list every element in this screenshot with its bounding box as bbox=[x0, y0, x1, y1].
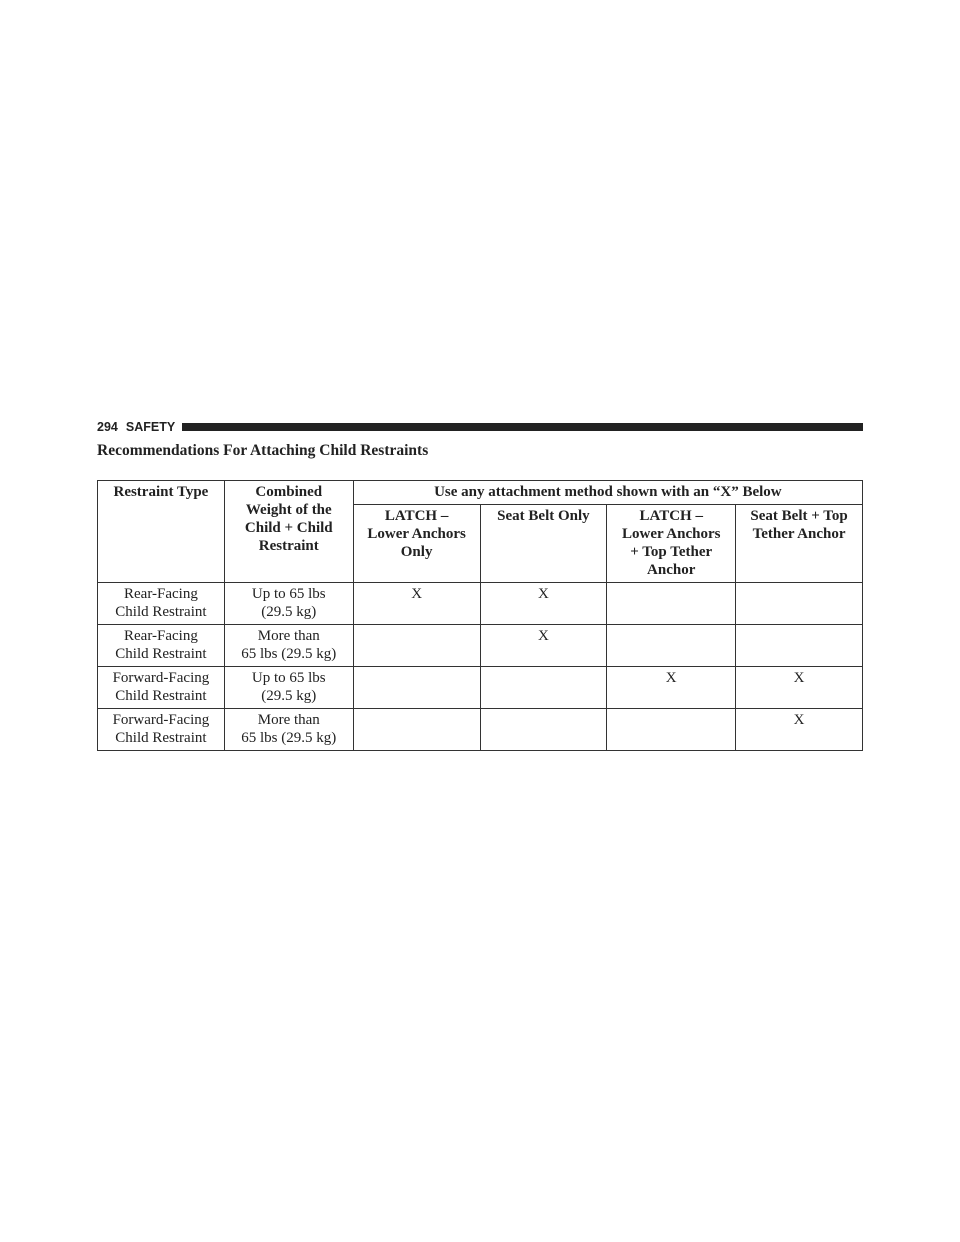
table-row bbox=[98, 583, 863, 625]
cell-restraint-type: Forward-Facing Child Restraint bbox=[98, 667, 225, 709]
restraint-table bbox=[97, 480, 863, 751]
cell-restraint-type: Rear-Facing Child Restraint bbox=[98, 625, 225, 667]
page-number: 294 bbox=[97, 420, 118, 434]
table-row bbox=[98, 625, 863, 667]
cell-mark bbox=[480, 667, 607, 709]
header-method-seatbelt-tether: Seat Belt + Top Tether Anchor bbox=[736, 505, 863, 583]
table-row bbox=[98, 709, 863, 751]
cell-mark: X bbox=[353, 583, 480, 625]
header-method-seatbelt-only: Seat Belt Only bbox=[480, 505, 607, 583]
section-name: SAFETY bbox=[125, 420, 176, 434]
table-row bbox=[98, 667, 863, 709]
cell-mark bbox=[480, 709, 607, 751]
cell-mark: X bbox=[480, 583, 607, 625]
page-header bbox=[97, 418, 863, 436]
cell-mark bbox=[607, 709, 736, 751]
cell-weight: Up to 65 lbs (29.5 kg) bbox=[224, 583, 353, 625]
header-methods-group: Use any attachment method shown with an “X” Below bbox=[353, 481, 862, 505]
cell-mark: X bbox=[736, 667, 863, 709]
cell-mark: X bbox=[607, 667, 736, 709]
cell-weight: More than 65 lbs (29.5 kg) bbox=[224, 625, 353, 667]
table-header-row bbox=[98, 481, 863, 505]
cell-mark bbox=[607, 625, 736, 667]
cell-restraint-type: Forward-Facing Child Restraint bbox=[98, 709, 225, 751]
cell-mark bbox=[736, 583, 863, 625]
cell-mark bbox=[353, 625, 480, 667]
table-title: Recommendations For Attaching Child Restraints bbox=[97, 442, 429, 459]
cell-mark bbox=[736, 625, 863, 667]
cell-mark: X bbox=[736, 709, 863, 751]
header-method-latch-only: LATCH – Lower Anchors Only bbox=[353, 505, 480, 583]
cell-mark: X bbox=[480, 625, 607, 667]
cell-restraint-type: Rear-Facing Child Restraint bbox=[98, 583, 225, 625]
header-combined-weight: Combined Weight of the Child + Child Restraint bbox=[224, 481, 353, 583]
header-restraint-type: Restraint Type bbox=[98, 481, 225, 583]
header-method-latch-tether: LATCH – Lower Anchors + Top Tether Anchor bbox=[607, 505, 736, 583]
cell-weight: More than 65 lbs (29.5 kg) bbox=[224, 709, 353, 751]
cell-mark bbox=[353, 667, 480, 709]
cell-weight: Up to 65 lbs (29.5 kg) bbox=[224, 667, 353, 709]
cell-mark bbox=[607, 583, 736, 625]
header-rule bbox=[182, 423, 863, 431]
cell-mark bbox=[353, 709, 480, 751]
